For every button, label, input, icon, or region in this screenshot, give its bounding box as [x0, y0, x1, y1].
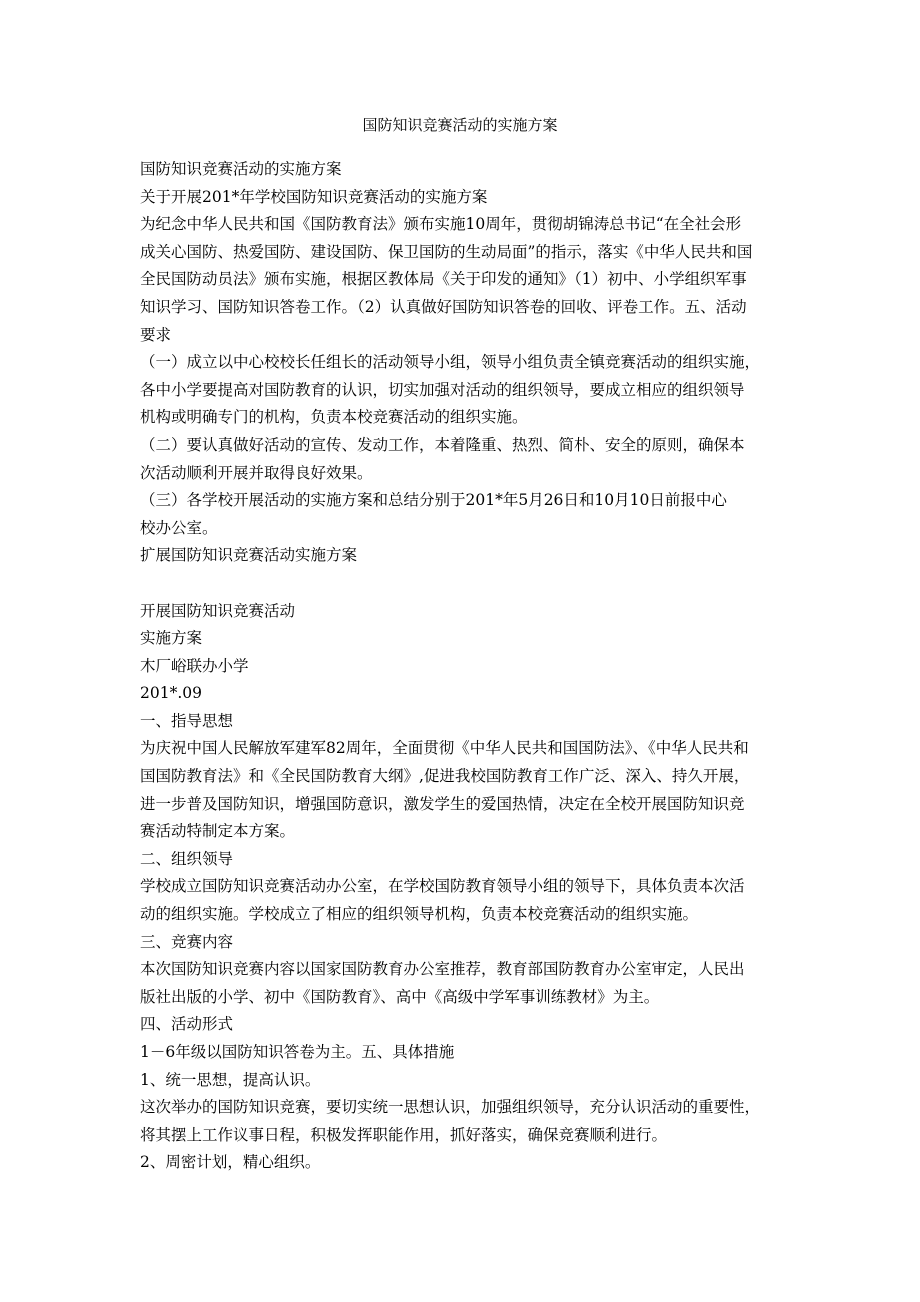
blank-line: [140, 570, 780, 598]
body-line: 开展国防知识竞赛活动: [140, 601, 296, 620]
body-line: 201*.09: [140, 684, 202, 703]
body-line: 国防知识竞赛活动的实施方案: [140, 160, 342, 178]
body-line: 校办公室。: [140, 518, 218, 537]
body-line: 各中小学要提高对国防教育的认识，切实加强对活动的组织领导，要成立相应的组织领导: [140, 380, 745, 399]
body-line: 二、组织领导: [140, 849, 234, 868]
body-line: 学校成立国防知识竞赛活动办公室，在学校国防教育领导小组的领导下，具体负责本次活: [140, 877, 745, 896]
document-body: [140, 156, 780, 1177]
body-line: 为纪念中华人民共和国《国防教育法》颁布实施10周年，贯彻胡锦涛总书记“在全社会形: [140, 215, 742, 234]
body-line: 三、竞赛内容: [140, 932, 234, 951]
body-line: （二）要认真做好活动的宣传、发动工作，本着隆重、热烈、简朴、安全的原则，确保本: [140, 435, 745, 454]
body-line: 版社出版的小学、初中《国防教育》、高中《高级中学军事训练教材》为主。: [140, 987, 660, 1006]
body-line: （三）各学校开展活动的实施方案和总结分别于201*年5月26日和10月10日前报中心: [140, 491, 727, 510]
body-line: 动的组织实施。学校成立了相应的组织领导机构，负责本校竞赛活动的组织实施。: [140, 905, 699, 924]
body-line: 1－6年级以国防知识答卷为主。五、具体措施: [140, 1043, 455, 1061]
body-line: 赛活动特制定本方案。: [140, 822, 296, 841]
document-title: 国防知识竞赛活动的实施方案: [362, 116, 558, 134]
body-line: 本次国防知识竞赛内容以国家国防教育办公室推荐，教育部国防教育办公室审定，人民出: [140, 960, 745, 979]
body-line: 木厂峪联办小学: [140, 656, 249, 675]
body-line: 1、统一思想，提高认识。: [140, 1070, 321, 1089]
body-line: 这次举办的国防知识竞赛，要切实统一思想认识，加强组织领导，充分认识活动的重要性，: [140, 1098, 761, 1117]
body-line: 为庆祝中国人民解放军建军82周年，全面贯彻《中华人民共和国国防法》、《中华人民共和: [140, 739, 749, 758]
body-line: 次活动顺利开展并取得良好效果。: [140, 463, 373, 482]
body-line: （一）成立以中心校校长任组长的活动领导小组，领导小组负责全镇竞赛活动的组织实施，: [140, 353, 761, 372]
body-line: 知识学习、国防知识答卷工作。（2）认真做好国防知识答卷的回收、评卷工作。五、活动: [140, 297, 747, 316]
body-line: 将其摆上工作议事日程，积极发挥职能作用，抓好落实，确保竞赛顺利进行。: [140, 1125, 668, 1144]
body-line: 进一步普及国防知识，增强国防意识，激发学生的爱国热情，决定在全校开展国防知识竞: [140, 794, 745, 813]
body-line: 要求: [140, 325, 172, 344]
body-line: 2、周密计划，精心组织。: [140, 1153, 321, 1172]
body-line: 全民国防动员法》颁布实施，根据区教体局《关于印发的通知》（1）初中、小学组织军事: [140, 270, 747, 289]
body-line: 四、活动形式: [140, 1015, 234, 1034]
body-line: 国国防教育法》和《全民国防教育大纲》,促进我校国防教育工作广泛、深入、持久开展，: [140, 767, 750, 786]
body-line: 实施方案: [140, 629, 203, 648]
body-line: 关于开展201*年学校国防知识竞赛活动的实施方案: [140, 187, 488, 206]
body-line: 成关心国防、热爱国防、建设国防、保卫国防的生动局面”的指示，落实《中华人民共和国: [140, 242, 753, 261]
body-line: 扩展国防知识竞赛活动实施方案: [140, 546, 358, 565]
body-line: 一、指导思想: [140, 711, 234, 730]
body-line: 机构或明确专门的机构，负责本校竞赛活动的组织实施。: [140, 408, 528, 427]
